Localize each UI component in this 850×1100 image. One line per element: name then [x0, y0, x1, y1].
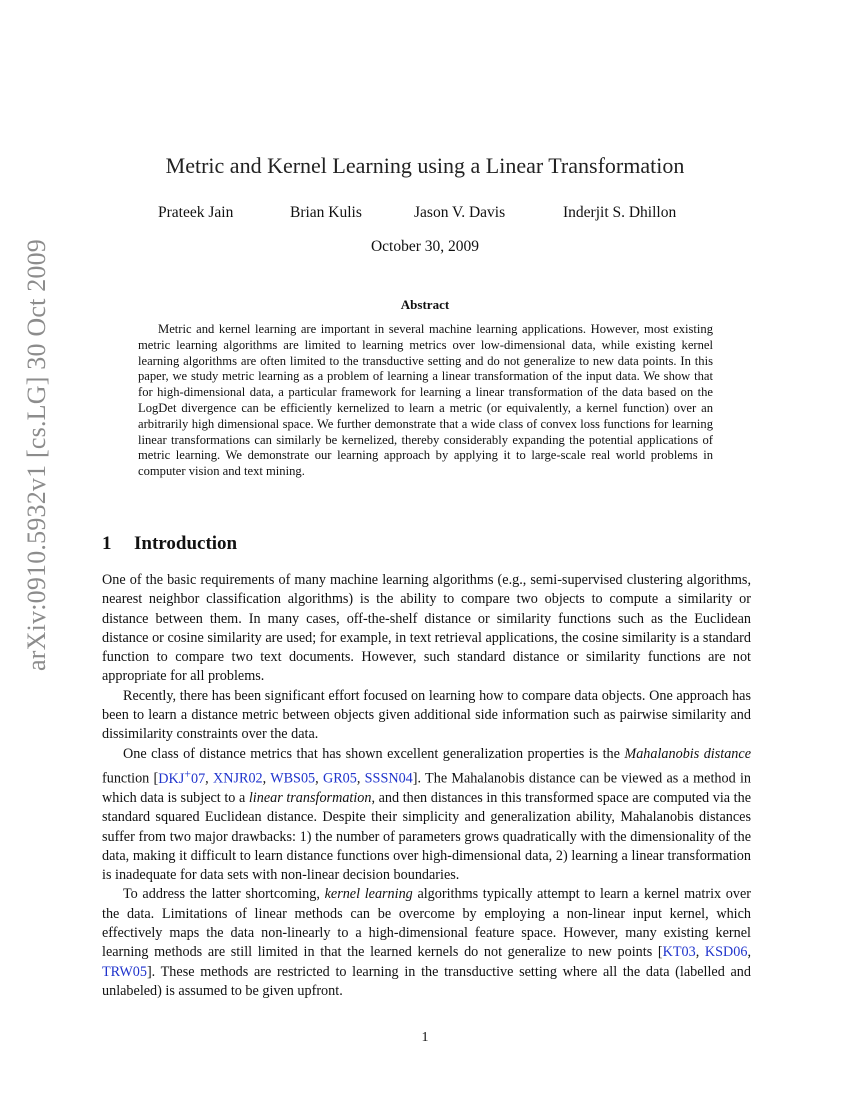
citation-separator: , [695, 944, 705, 961]
citation-link[interactable]: KT03 [662, 944, 696, 961]
section-heading [102, 533, 237, 555]
abstract-heading: Abstract [400, 297, 450, 312]
citation-link[interactable]: SSSN04 [364, 770, 413, 787]
paragraph: One of the basic requirements of many machine learning algorithms (e.g., semi-supervised clustering algorithms, nearest neighbor classification algorithms) is the ability to compare two objects to compute a similarity or distance between them. In many cases, off-the-shelf distance or similarity functions such as the Euclidean distance or cosine similarity are used; for example, in text retrieval applications, the cosine similarity is a standard function to compare two text documents. However, such standard distance or similarity functions are not appropriate for all problems. [102, 572, 751, 685]
citation-separator: , [356, 770, 365, 787]
citation-link[interactable]: DKJ+07 [158, 765, 206, 787]
emphasis: Mahalanobis distance [624, 745, 751, 762]
author-name: Jason V. Davis [414, 204, 506, 221]
text-run: ]. These methods are restricted to learning in the transductive setting where all the data (labelled and unlabeled) is assumed to be given upfront. [102, 963, 751, 999]
paper-title: Metric and Kernel Learning using a Linear Transformation [165, 153, 685, 178]
emphasis: linear transformation [248, 790, 372, 806]
section-title: Introduction [134, 533, 238, 554]
paragraph [102, 885, 751, 1001]
text-run: function [ [102, 770, 159, 787]
author-name: Brian Kulis [290, 204, 362, 221]
paragraph [102, 745, 751, 886]
citation-separator: , [747, 944, 751, 961]
paragraph: Recently, there has been significant effort focused on learning how to compare data objects. One approach has been to learn a distance metric between objects given additional side information such as pairwise similarity and dissimilarity constraints over the data. [102, 687, 751, 743]
text-run: , and then distances in this transformed space are computed via the standard squared Euclidean distance. Despite their simplicity and generalization ability, Mahalanobis distances suffer from two major drawbacks: 1) the number of parameters grows quadratically with the dimensionality of the data, making it difficult to learn distance functions over high-dimensional data, 2) learning a linear transformation is inadequate for data sets with non-linear decision boundaries. [102, 790, 751, 884]
author-name: Prateek Jain [158, 204, 234, 221]
citation-link[interactable]: WBS05 [270, 770, 316, 787]
citation-link[interactable]: GR05 [322, 770, 357, 787]
citation-separator: , [315, 770, 323, 787]
text-run: To address the latter shortcoming, [123, 886, 325, 903]
abstract-text: Metric and kernel learning are important in several machine learning applications. However, most existing metric learning algorithms are limited to learning metrics over low-dimensional data, while existing kernel learning algorithms are often limited to the transductive setting and do not generalize to new data points. In this paper, we study metric learning as a problem of learning a linear transformation of the input data. We show that for high-dimensional data, a particular framework for learning a linear transformation of the data based on the LogDet divergence can be efficiently kernelized to learn a metric (or equivalently, a kernel function) over an arbitrarily high dimensional space. We further demonstrate that a wide class of convex loss functions for learning linear transformations can similarly be kernelized, thereby considerably expanding the potential applications of metric learning. We demonstrate our learning approach by applying it to large-scale real world problems in computer vision and text mining. [138, 322, 713, 479]
citation-separator: , [262, 770, 271, 787]
citation-separator: , [205, 770, 213, 787]
section-body [102, 571, 751, 1001]
page-number: 1 [421, 1030, 429, 1045]
emphasis: kernel learning [324, 886, 413, 903]
text-run: algorithms typically attempt to learn a kernel matrix over the data. Limitations of linear methods can be overcome by employing a non-linear input kernel, which effectively maps the data non-linearly to a high-dimensional feature space. However, many existing kernel learning methods are still limited in that the learned kernels do not generalize to new points [ [102, 886, 751, 961]
section-number: 1 [102, 533, 112, 554]
citation-link[interactable]: TRW05 [102, 963, 147, 980]
text-run: ]. The Mahalanobis distance can be viewed as a method in which data is subject to a [102, 770, 752, 806]
text-run: One class of distance metrics that has shown excellent generalization properties is the [123, 745, 625, 762]
author-name: Inderjit S. Dhillon [563, 204, 677, 221]
citation-link[interactable]: KSD06 [704, 944, 748, 961]
citation-link[interactable]: XNJR02 [212, 770, 263, 787]
arxiv-identifier-stamp: arXiv:0910.5932v1 [cs.LG] 30 Oct 2009 [22, 239, 51, 671]
publication-date: October 30, 2009 [370, 238, 480, 255]
